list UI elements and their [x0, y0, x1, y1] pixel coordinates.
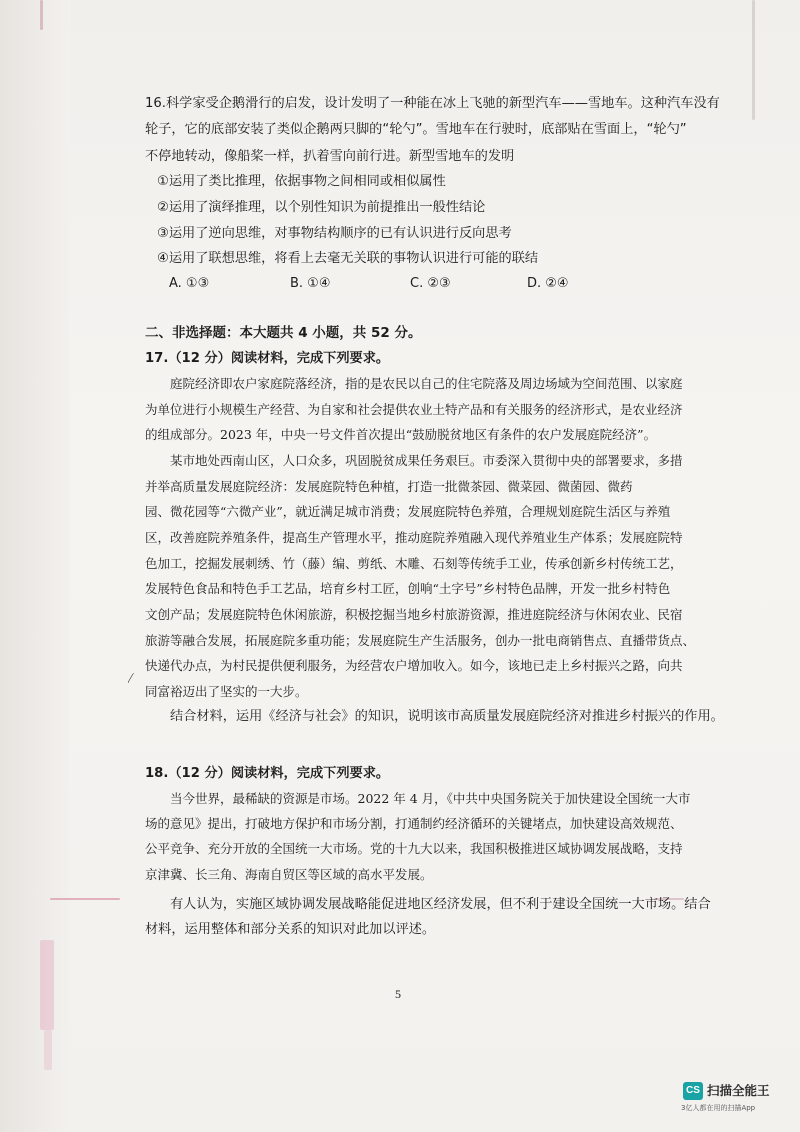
q17-question: 结合材料，运用《经济与社会》的知识，说明该市高质量发展庭院经济对推进乡村振兴的作用。	[170, 709, 724, 724]
scan-mark	[50, 898, 120, 900]
q16-statement: ③运用了逆向思维，对事物结构顺序的已有认识进行反向思考	[157, 226, 512, 241]
q17-material-line: 快递代办点，为村民提供便利服务，为经营农户增加收入。如今，该地已走上乡村振兴之路，向共	[145, 658, 683, 673]
q18-material-line: 场的意见》提出，打破地方保护和市场分割，打通制约经济循环的关键堵点，加快建设高效规范、	[145, 816, 683, 831]
q17-material-line: 并举高质量发展庭院经济：发展庭院特色种植，打造一批微茶园、微菜园、微菌园、微药	[145, 479, 633, 494]
page-edge-shadow	[0, 0, 70, 1132]
q16-statement: ①运用了类比推理，依据事物之间相同或相似属性	[157, 174, 446, 189]
q17-material-line: 同富裕迈出了坚实的一大步。	[145, 684, 308, 699]
q18-heading: 18.（12 分）阅读材料，完成下列要求。	[145, 766, 390, 781]
q16-stem-line: 轮子，它的底部安装了类似企鹅两只脚的“轮勺”。雪地车在行驶时，底部贴在雪面上，“轮勺”	[145, 122, 687, 137]
q17-material-line: 为单位进行小规模生产经营、为自家和社会提供农业土特产品和有关服务的经济形式，是农业经济	[145, 402, 683, 417]
scan-smudge	[40, 940, 54, 1030]
q17-material-line: 发展特色食品和特色手工艺品，培育乡村工匠，创响“土字号”乡村特色品牌，开发一批乡村特色	[145, 581, 671, 596]
q17-material-line: 某市地处西南山区，人口众多，巩固脱贫成果任务艰巨。市委深入贯彻中央的部署要求，多措	[170, 453, 683, 468]
q16-option-b: B. ①④	[290, 276, 331, 291]
scan-smudge	[44, 1030, 52, 1070]
page-number: 5	[395, 987, 401, 1001]
section-heading: 二、非选择题：本大题共 4 小题，共 52 分。	[145, 325, 422, 341]
q17-material-line: 的组成部分。2023 年，中央一号文件首次提出“鼓励脱贫地区有条件的农户发展庭院经济”。	[145, 427, 657, 442]
camscanner-logo-icon: CS	[683, 1082, 703, 1100]
q16-option-c: C. ②③	[410, 276, 451, 291]
q17-material-line: 旅游等融合发展，拓展庭院多重功能；发展庭院生产生活服务，创办一批电商销售点、直播带货点、	[145, 633, 696, 648]
q16-statement: ②运用了演绎推理，以个别性知识为前提推出一般性结论	[157, 200, 486, 215]
q18-material-line: 京津冀、长三角、海南自贸区等区域的高水平发展。	[145, 867, 433, 882]
watermark-title: 扫描全能王	[707, 1083, 770, 1098]
pen-mark	[127, 673, 142, 683]
q16-stem-line: 16.科学家受企鹅滑行的启发，设计发明了一种能在冰上飞驰的新型汽车——雪地车。这种汽车没有	[145, 96, 720, 111]
q18-question: 有人认为，实施区域协调发展战略能促进地区经济发展，但不利于建设全国统一大市场。结合	[170, 897, 711, 912]
q16-option-d: D. ②④	[527, 276, 569, 291]
q18-material-line: 当今世界，最稀缺的资源是市场。2022 年 4 月，《中共中央国务院关于加快建设全国统一大市	[170, 791, 691, 806]
q17-material-line: 庭院经济即农户家庭院落经济，指的是农民以自己的住宅院落及周边场域为空间范围、以家庭	[170, 376, 683, 391]
q16-statement: ④运用了联想思维，将看上去毫无关联的事物认识进行可能的联结	[157, 251, 539, 266]
q16-option-a: A. ①③	[169, 276, 210, 291]
scan-mark	[40, 0, 43, 30]
scan-streak	[752, 0, 755, 120]
q17-material-line: 文创产品；发展庭院特色休闲旅游，积极挖掘当地乡村旅游资源，推进庭院经济与休闲农业、民宿	[145, 607, 683, 622]
q18-question: 材料，运用整体和部分关系的知识对此加以评述。	[145, 922, 436, 937]
q17-heading: 17.（12 分）阅读材料，完成下列要求。	[145, 351, 390, 366]
watermark-subtitle: 3亿人都在用的扫描App	[681, 1104, 756, 1112]
q18-material-line: 公平竞争、充分开放的全国统一大市场。党的十九大以来，我国积极推进区域协调发展战略，支持	[145, 841, 683, 856]
q16-stem-line: 不停地转动，像船桨一样，扒着雪向前行进。新型雪地车的发明	[145, 149, 515, 164]
q17-material-line: 区，改善庭院养殖条件，提高生产管理水平，推动庭院养殖融入现代养殖业生产体系；发展庭院特	[145, 530, 683, 545]
q17-material-line: 色加工，挖掘发展刺绣、竹（藤）编、剪纸、木雕、石刻等传统手工业，传承创新乡村传统工艺，	[145, 556, 683, 571]
q17-material-line: 园、微花园等“六微产业”，就近满足城市消费；发展庭院特色养殖，合理规划庭院生活区与养殖	[145, 504, 671, 519]
